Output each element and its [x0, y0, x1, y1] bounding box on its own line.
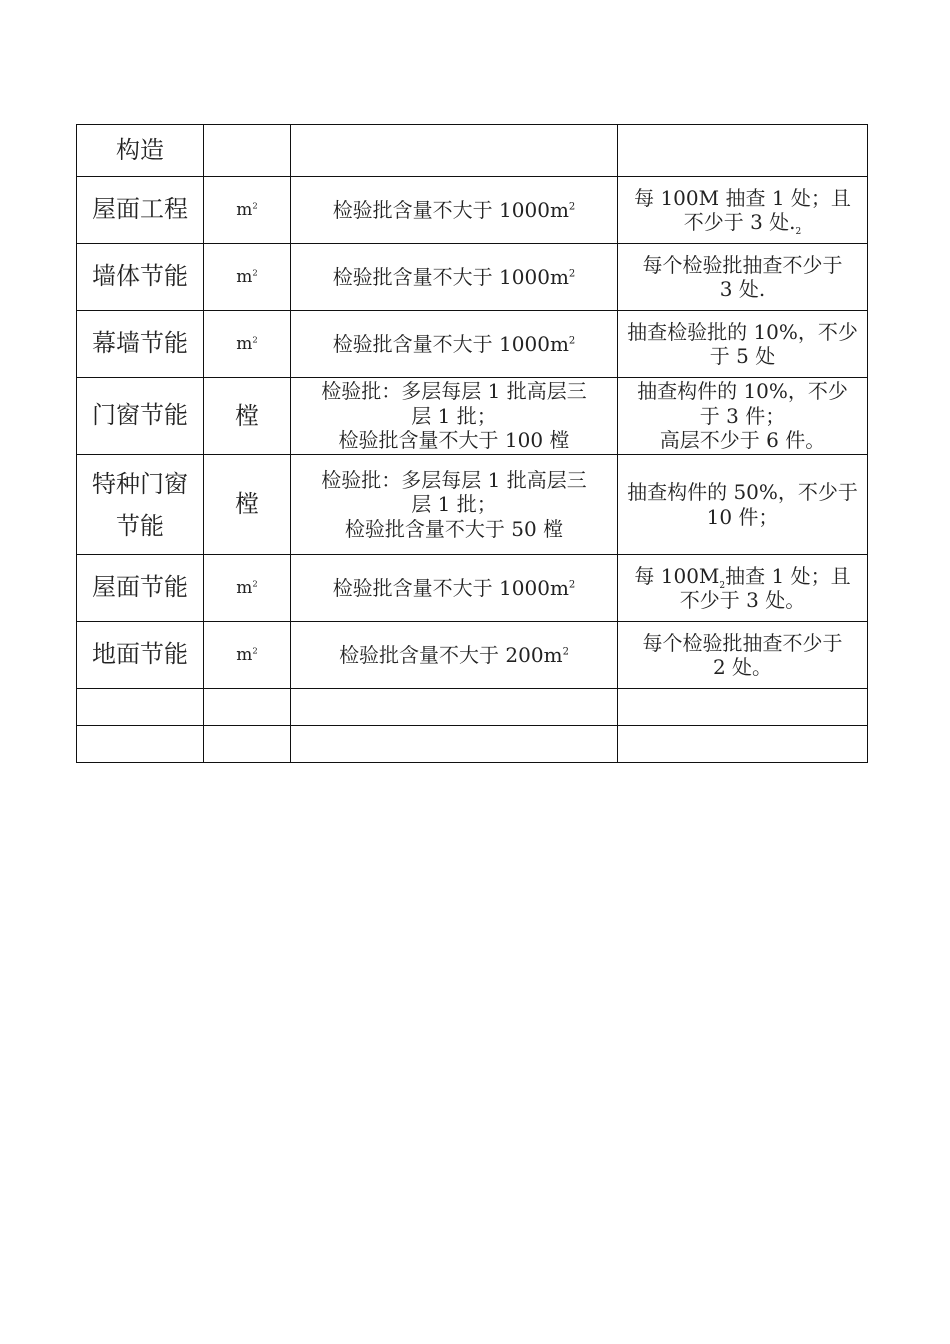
item-name: 门窗节能 — [92, 401, 188, 430]
item-cell — [77, 689, 204, 726]
sampling-rule-line: 3 处. — [719, 277, 766, 301]
unit-cell — [204, 689, 291, 726]
unit-superscript: 2 — [252, 201, 258, 212]
sampling-rule-cell — [618, 622, 868, 689]
batch-rule-line: 检验批含量不大于 100 樘 — [338, 428, 570, 453]
batch-rule-line: 层 1 批； — [411, 492, 497, 517]
unit-cell — [204, 726, 291, 763]
table-row — [77, 378, 868, 455]
unit-label: m — [236, 333, 253, 354]
batch-rule-cell — [291, 378, 618, 455]
table-row — [77, 726, 868, 763]
batch-rule-cell — [291, 689, 618, 726]
unit-superscript: 2 — [252, 579, 258, 590]
batch-rule-text: 检验批含量不大于 1000m — [332, 197, 569, 222]
item-name: 构造 — [116, 135, 164, 164]
batch-rule-text: 检验批含量不大于 200m — [339, 642, 563, 667]
batch-rule-superscript: 2 — [568, 268, 576, 280]
sampling-rule-line-text: 抽查 1 处；且 — [725, 563, 851, 588]
sampling-rule-line: 抽查检验批的 10%，不少 — [627, 319, 858, 344]
batch-rule-superscript: 2 — [568, 579, 576, 591]
unit-cell — [204, 177, 291, 244]
table-row — [77, 177, 868, 244]
table-row — [77, 244, 868, 311]
item-cell — [77, 311, 204, 378]
item-name: 屋面节能 — [92, 573, 188, 602]
item-name: 地面节能 — [92, 640, 188, 669]
item-cell — [77, 622, 204, 689]
item-name-line: 节能 — [116, 511, 164, 540]
batch-rule-cell — [291, 455, 618, 555]
batch-rule-text: 检验批含量不大于 1000m — [332, 575, 569, 600]
batch-rule-cell — [291, 125, 618, 177]
batch-rule-line: 检验批：多层每层 1 批高层三 — [321, 379, 587, 404]
batch-rule-cell — [291, 177, 618, 244]
sampling-rule-cell — [618, 555, 868, 622]
unit-superscript: 2 — [252, 335, 258, 346]
unit-label: 樘 — [235, 490, 259, 519]
unit-label: m — [236, 644, 253, 665]
table-row — [77, 311, 868, 378]
sampling-rule-line: 于 5 处 — [709, 344, 776, 368]
batch-rule-superscript: 2 — [568, 335, 576, 347]
unit-cell — [204, 555, 291, 622]
sampling-rule-line: 每个检验批抽查不少于 — [642, 252, 843, 277]
batch-rule-superscript: 2 — [562, 646, 569, 658]
sampling-rule-cell — [618, 311, 868, 378]
item-name: 幕墙节能 — [92, 329, 188, 358]
unit-label: m — [236, 266, 253, 287]
table-row — [77, 555, 868, 622]
sampling-rule-cell — [618, 177, 868, 244]
batch-rule-text: 检验批含量不大于 1000m — [332, 331, 569, 356]
unit-label: 樘 — [235, 401, 259, 430]
sampling-rule-line: 每 100M 抽查 1 处；且 — [634, 185, 851, 210]
unit-label: m — [236, 577, 253, 598]
sampling-rule-cell — [618, 244, 868, 311]
sampling-rule-cell — [618, 125, 868, 177]
table-row — [77, 125, 868, 177]
batch-rule-cell — [291, 726, 618, 763]
sampling-rule-subscript: 2 — [795, 227, 802, 237]
sampling-rule-prefix: 每 100M — [634, 563, 720, 588]
sampling-rule-line — [622, 563, 863, 591]
batch-rule-cell — [291, 311, 618, 378]
unit-cell — [204, 125, 291, 177]
unit-cell — [204, 244, 291, 311]
item-cell — [77, 378, 204, 455]
item-cell — [77, 555, 204, 622]
sampling-rule-line: 不少于 3 处。 — [679, 588, 806, 612]
item-cell — [77, 726, 204, 763]
item-name: 屋面工程 — [92, 195, 188, 224]
sampling-rule-line: 抽查构件的 50%，不少于 — [627, 480, 858, 505]
batch-rule-text: 检验批含量不大于 1000m — [332, 264, 569, 289]
batch-rule-line: 检验批：多层每层 1 批高层三 — [321, 467, 587, 492]
batch-rule-cell — [291, 555, 618, 622]
batch-rule-superscript: 2 — [568, 201, 576, 213]
item-name-line: 特种门窗 — [92, 469, 188, 498]
unit-superscript: 2 — [252, 646, 258, 657]
item-cell — [77, 177, 204, 244]
unit-cell — [204, 455, 291, 555]
sampling-rule-line: 10 件； — [706, 504, 779, 529]
item-cell — [77, 244, 204, 311]
batch-rule-cell — [291, 244, 618, 311]
sampling-rule-cell — [618, 726, 868, 763]
sampling-rule-subscript: 2 — [719, 580, 726, 591]
sampling-rule-line: 抽查构件的 10%，不少 — [637, 379, 848, 404]
sampling-rule-line: 每个检验批抽查不少于 — [642, 630, 843, 655]
batch-rule-line: 检验批含量不大于 50 樘 — [344, 516, 564, 541]
unit-cell — [204, 311, 291, 378]
unit-cell — [204, 622, 291, 689]
sampling-rule-cell — [618, 378, 868, 455]
unit-cell — [204, 378, 291, 455]
item-cell — [77, 125, 204, 177]
unit-label: m — [236, 199, 253, 220]
sampling-rule-line: 高层不少于 6 件。 — [659, 428, 826, 453]
table-row — [77, 455, 868, 555]
sampling-rule-line — [622, 210, 863, 237]
batch-rule-line: 层 1 批； — [411, 403, 497, 428]
sampling-rule-line: 2 处。 — [712, 655, 773, 679]
sampling-rule-cell — [618, 455, 868, 555]
sampling-rule-line-text: 不少于 3 处. — [683, 210, 796, 234]
sampling-rule-line: 于 3 件； — [699, 403, 786, 428]
sampling-rule-cell — [618, 689, 868, 726]
table-row — [77, 622, 868, 689]
item-cell — [77, 455, 204, 555]
item-name: 墙体节能 — [92, 262, 188, 291]
table-row — [77, 689, 868, 726]
inspection-batch-table — [76, 124, 868, 763]
unit-superscript: 2 — [252, 268, 258, 279]
batch-rule-cell — [291, 622, 618, 689]
